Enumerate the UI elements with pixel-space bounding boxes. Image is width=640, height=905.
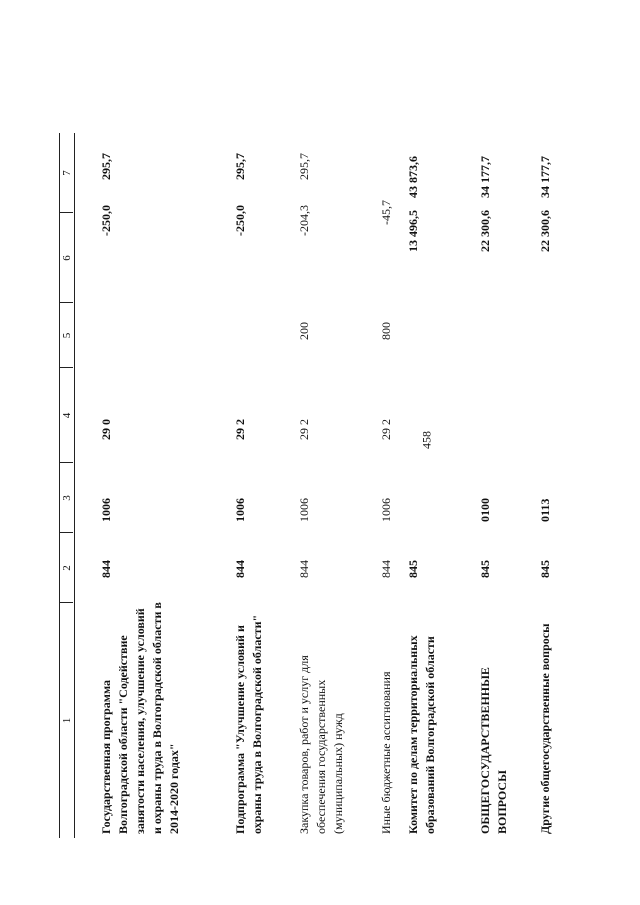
cell-c7: 43 873,6 <box>406 156 420 198</box>
row-name: ОБЩЕГОСУДАРСТВЕННЫЕ ВОПРОСЫ <box>478 667 509 834</box>
cell-c4: 29 2 <box>233 419 247 440</box>
col-header-3: 3 <box>61 495 73 501</box>
cell-c7: 34 177,7 <box>538 156 552 198</box>
cell-c2: 844 <box>297 560 311 578</box>
row-name: Подпрограмма "Улучшение условий и охраны труда в Волгоградской области" <box>233 614 264 834</box>
cell-c6: 13 496,5 <box>406 210 420 252</box>
row-name: Другие общегосударственные вопросы <box>538 623 552 834</box>
budget-table <box>59 133 584 838</box>
row-name: Государственная программа Волгоградской области "Содействие занятости населения, улучшение условий и охраны труда в Волгоградской области в 2014-2020 годах" <box>99 602 181 834</box>
cell-c6: -250,0 <box>99 205 113 236</box>
cell-c3: 1006 <box>233 498 247 522</box>
cell-c2: 845 <box>478 560 492 578</box>
cell-c4: 29 2 <box>297 419 311 440</box>
col-header-6: 6 <box>61 255 73 261</box>
cell-c2: 844 <box>99 560 113 578</box>
cell-c5: 800 <box>379 322 393 340</box>
cell-c4: 29 2 <box>379 419 393 440</box>
cell-c6: -45,7 <box>379 200 393 225</box>
cell-c2: 844 <box>379 560 393 578</box>
cell-c3: 0113 <box>538 498 552 522</box>
row-name: Комитет по делам территориальных образований Волгоградской области <box>406 635 437 834</box>
page-number: 458 <box>419 431 434 449</box>
col-header-7: 7 <box>61 170 73 176</box>
cell-c2: 845 <box>538 560 552 578</box>
cell-c2: 845 <box>406 560 420 578</box>
cell-c6: -250,0 <box>233 205 247 236</box>
cell-c7: 34 177,7 <box>478 156 492 198</box>
cell-c4: 29 0 <box>99 419 113 440</box>
row-name: Закупка товаров, работ и услуг для обеспечения государственных (муниципальных) нужд <box>297 655 345 834</box>
cell-c6: 22 300,6 <box>478 210 492 252</box>
cell-c3: 0100 <box>478 498 492 522</box>
cell-c6: 22 300,6 <box>538 210 552 252</box>
cell-c5: 200 <box>297 322 311 340</box>
col-header-4: 4 <box>61 412 73 419</box>
row-name: Иные бюджетные ассигнования <box>379 671 393 834</box>
col-header-5: 5 <box>61 332 73 339</box>
cell-c7: 295,7 <box>297 153 311 180</box>
col-header-1: 1 <box>61 717 73 724</box>
cell-c3: 1006 <box>99 498 113 522</box>
col-header-2: 2 <box>61 565 73 571</box>
cell-c7: 295,7 <box>233 153 247 180</box>
cell-c6: -204,3 <box>297 205 311 236</box>
cell-c3: 1006 <box>297 498 311 522</box>
cell-c3: 1006 <box>379 498 393 522</box>
cell-c7: 295,7 <box>99 153 113 180</box>
header-bottom-border <box>74 133 75 838</box>
cell-c2: 844 <box>233 560 247 578</box>
